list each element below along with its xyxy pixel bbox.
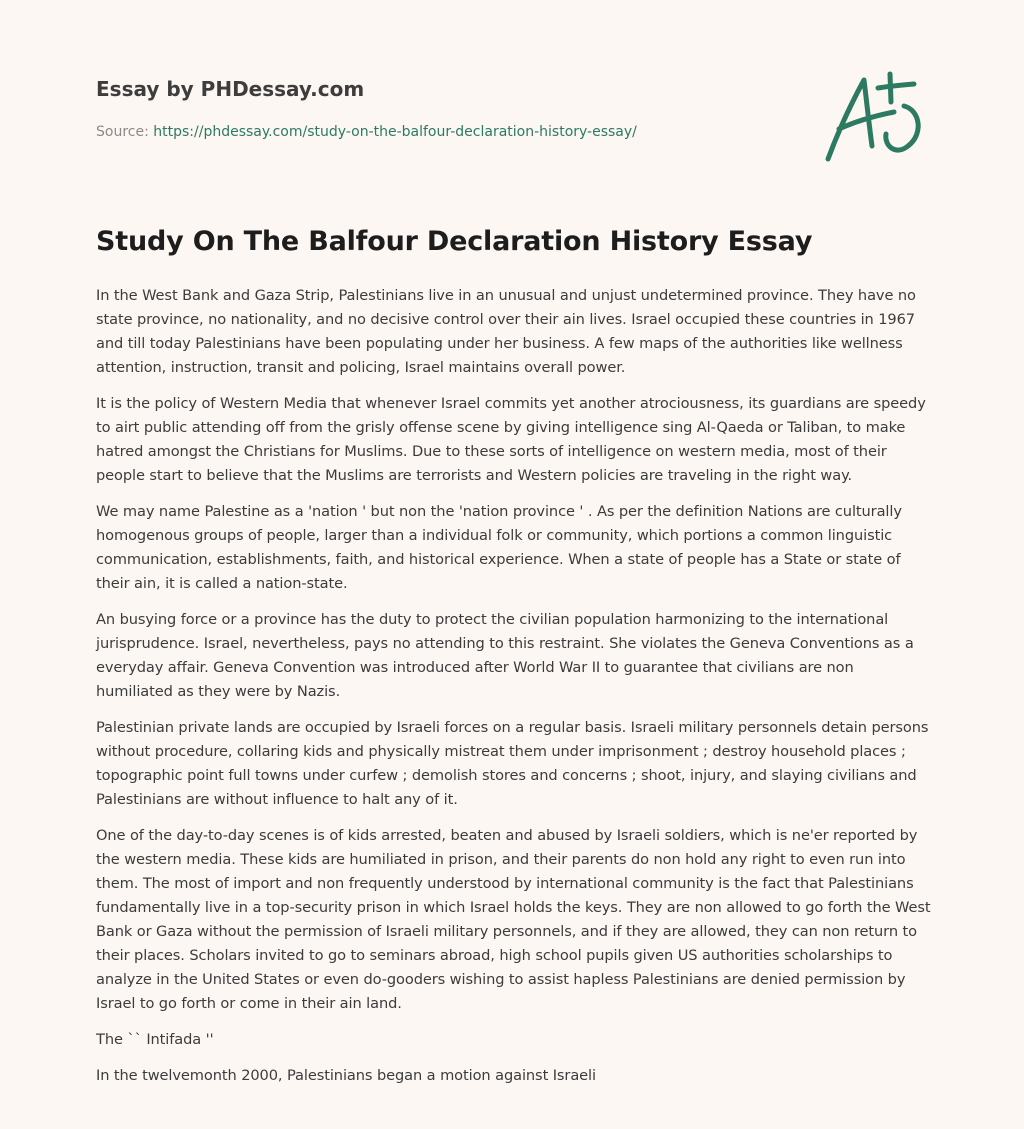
essay-body [96,284,932,1100]
source-label: Source: [96,124,149,140]
essay-paragraph: In the twelvemonth 2000, Palestinians began a motion against Israeli [96,1067,596,1084]
essay-paragraph: Palestinian private lands are occupied by Israeli forces on a regular basis. Israeli military personnels detain persons without procedure, collaring kids and physically mistreat them under imprisonment ; destroy household places ; topographic point full towns under curfew ; demolish stores and concerns ; shoot, injury, and slaying civilians and Palestinians are without influence to halt any of it. [96,719,929,808]
a-plus-grade-icon [822,66,928,166]
source-link[interactable]: https://phdessay.com/study-on-the-balfour-declaration-history-essay/ [153,124,637,140]
source-line [96,124,637,140]
essay-paragraph: In the West Bank and Gaza Strip, Palestinians live in an unusual and unjust undetermined province. They have no state province, no nationality, and no decisive control over their ain lives. Israel occupied these countries in 1967 and till today Palestinians have been populating under her business. A few maps of the authorities like wellness attention, instruction, transit and policing, Israel maintains overall power. [96,287,916,376]
essay-paragraph: It is the policy of Western Media that whenever Israel commits yet another atrociousness, its guardians are speedy to airt public attending off from the grisly offense scene by giving intelligence sing Al-Qaeda or Taliban, to make hatred amongst the Christians for Muslims. Due to these sorts of intelligence on western media, most of their people start to believe that the Muslims are terrorists and Western policies are traveling in the right way. [96,395,926,484]
essay-paragraph: We may name Palestine as a 'nation ' but non the 'nation province ' . As per the definition Nations are culturally homogenous groups of people, larger than a individual folk or community, which portions a common linguistic communication, establishments, faith, and historical experience. When a state of people has a State or state of their ain, it is called a nation-state. [96,503,902,592]
essay-paragraph: One of the day-to-day scenes is of kids arrested, beaten and abused by Israeli soldiers, which is ne'er reported by the western media. These kids are humiliated in prison, and their parents do non hold any right to even run into them. The most of import and non frequently understood by international community is the fact that Palestinians fundamentally live in a top-security prison in which Israel holds the keys. They are non allowed to go forth the West Bank or Gaza without the permission of Israeli military personnels, and if they are allowed, they can non return to their places. Scholars invited to go to seminars abroad, high school pupils given US authorities scholarships to analyze in the United States or even do-gooders wishing to assist hapless Palestinians are denied permission by Israel to go forth or come in their ain land. [96,827,931,1012]
essay-paragraph: An busying force or a province has the duty to protect the civilian population harmonizing to the international jurisprudence. Israel, nevertheless, pays no attending to this restraint. She violates the Geneva Conventions as a everyday affair. Geneva Convention was introduced after World War II to guarantee that civilians are non humiliated as they were by Nazis. [96,611,914,700]
essay-subheading: The `` Intifada '' [96,1031,214,1048]
essay-title: Study On The Balfour Declaration History Essay [96,226,813,257]
site-brand: Essay by PHDessay.com [96,77,365,101]
